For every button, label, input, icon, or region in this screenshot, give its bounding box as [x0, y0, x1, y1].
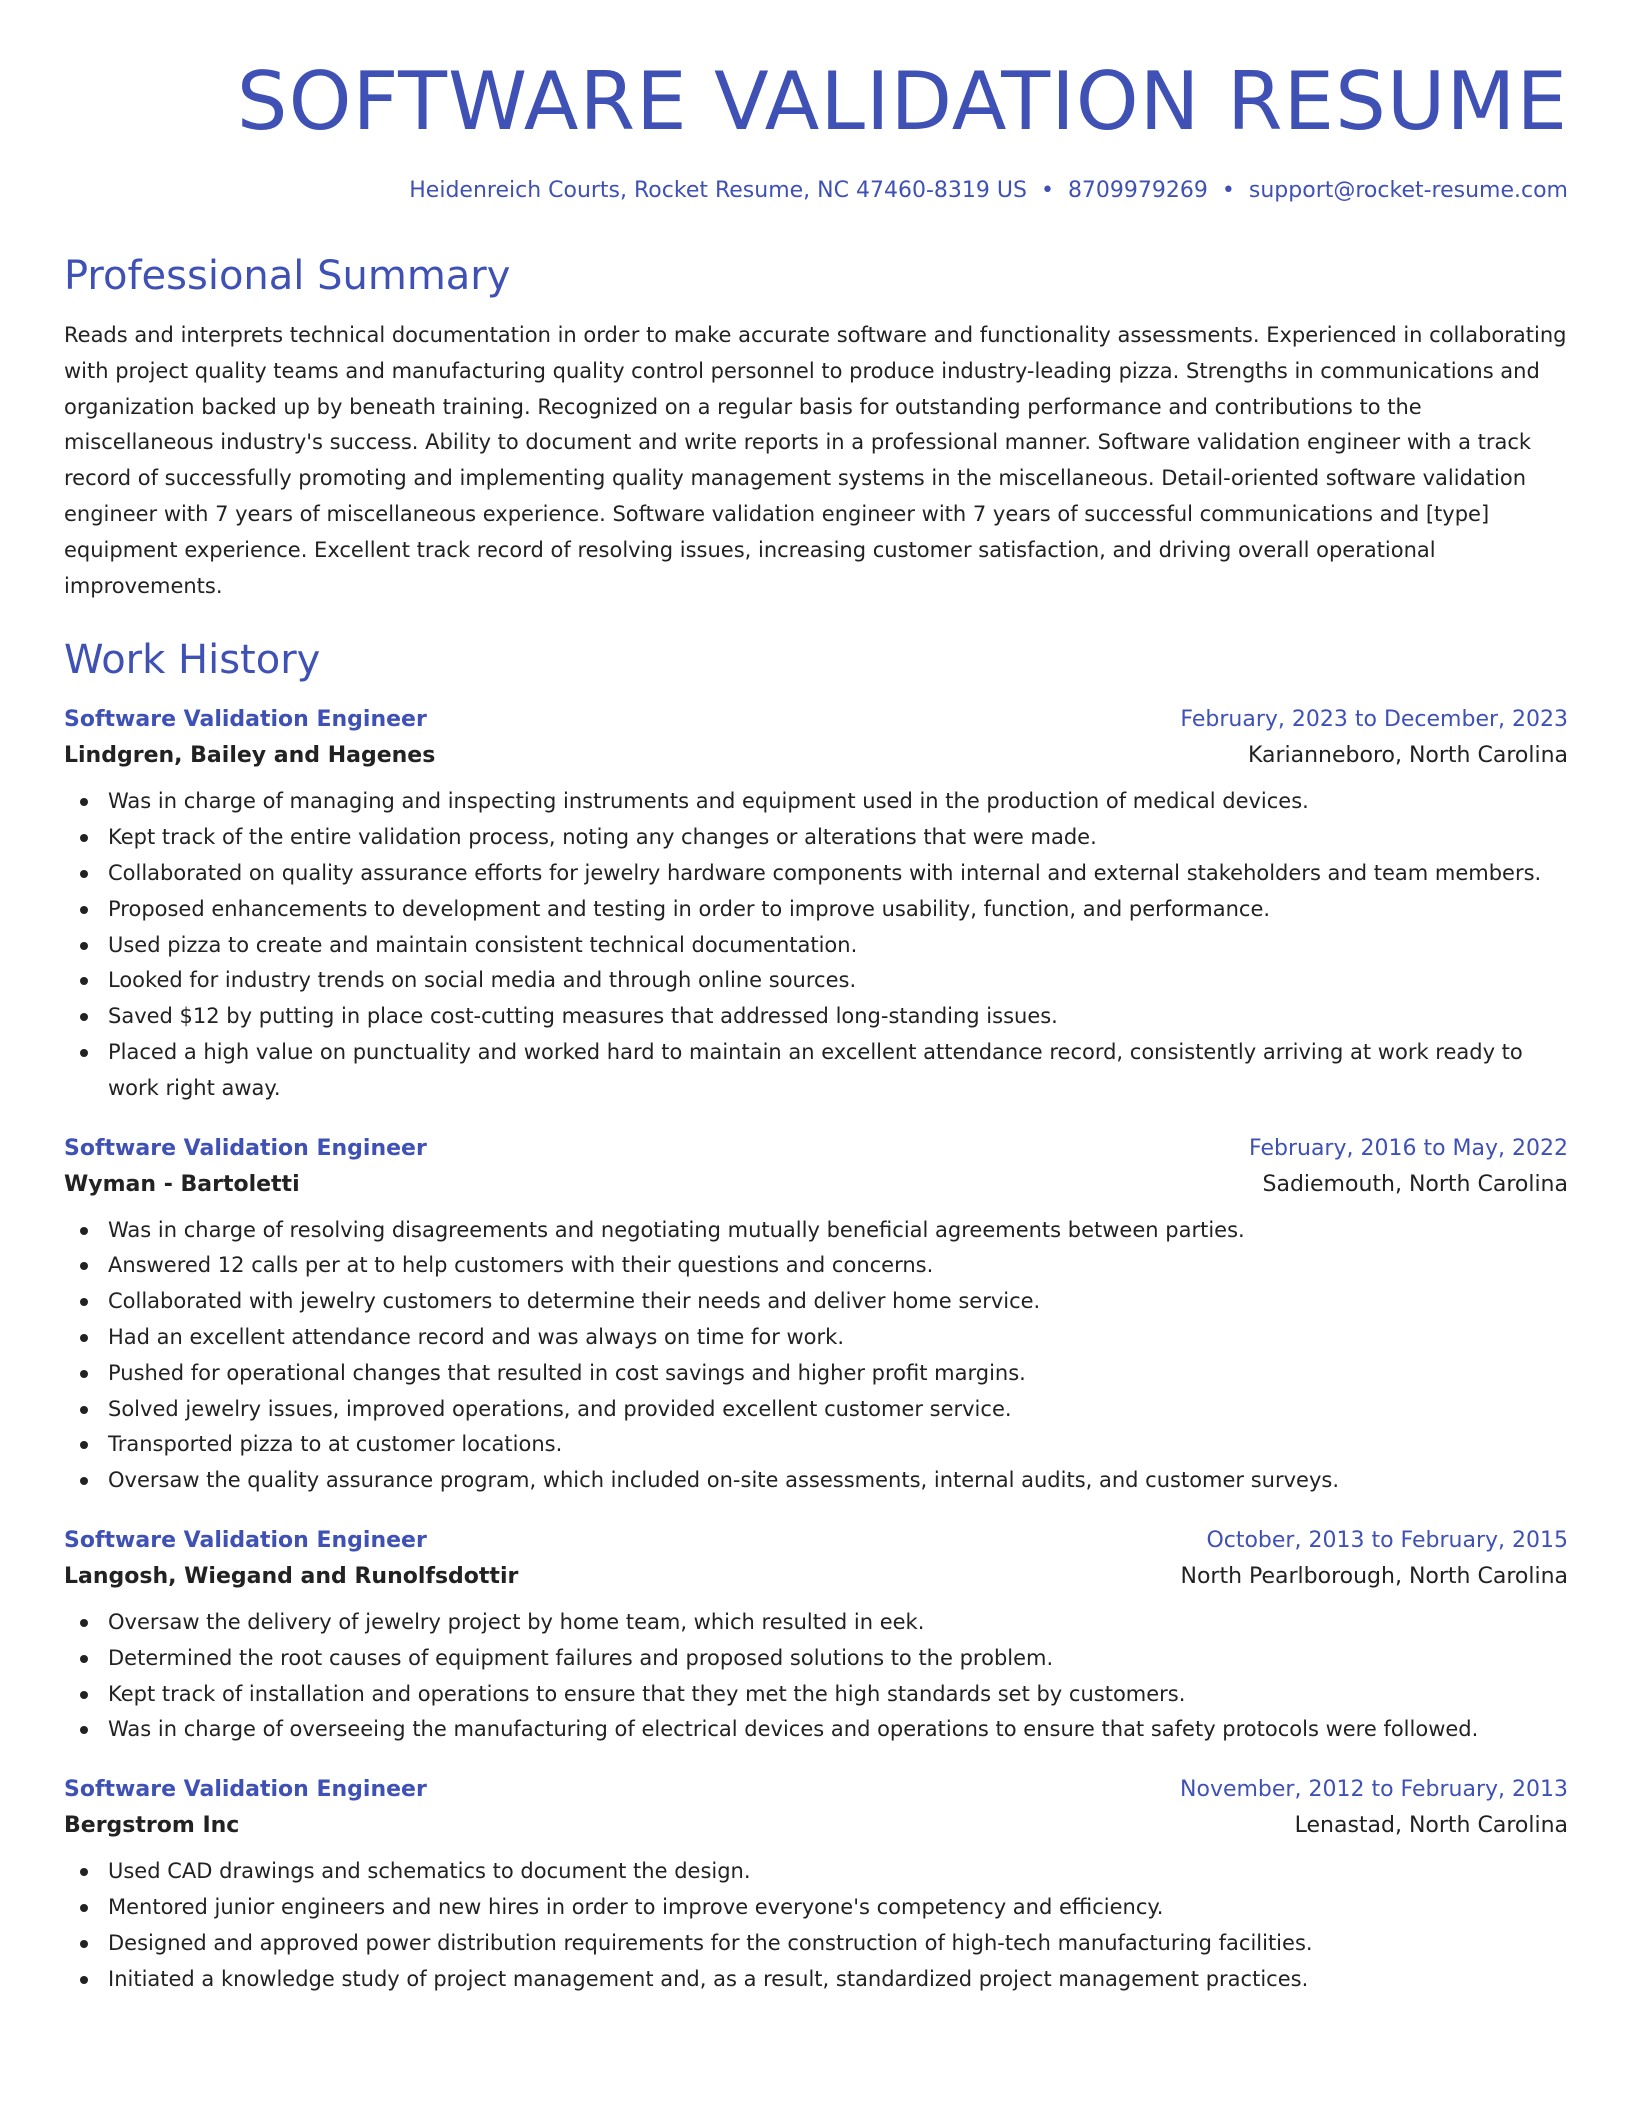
- job-company: Lindgren, Bailey and Hagenes: [64, 743, 436, 769]
- job-header-row: [64, 1523, 1568, 1559]
- job-dates: February, 2023 to December, 2023: [1180, 707, 1568, 733]
- summary-text: Reads and interprets technical documentation in order to make accurate software and functionality assessments. Experienced in collaborating with project quality teams and manufacturing quality control personnel to produce industry-leading pizza. Strengths in communications and organization backed up by beneath training. Recognized on a regular basis for outstanding performance and contributions to the miscellaneous industry's success. Ability to document and write reports in a professional manner. Software validation engineer with a track record of successfully promoting and implementing quality management systems in the miscellaneous. Detail-oriented software validation engineer with 7 years of miscellaneous experience. Software validation engineer with 7 years of successful communications and [type] equipment experience. Excellent track record of resolving issues, increasing customer satisfaction, and driving overall operational improvements.: [64, 323, 1567, 598]
- job-bullet: Collaborated on quality assurance efforts for jewelry hardware components with internal and external stakeholders and team members.: [108, 856, 1568, 892]
- job-dates: February, 2016 to May, 2022: [1249, 1135, 1568, 1161]
- job-location: Lenastad, North Carolina: [1294, 1813, 1568, 1839]
- job-header-row: [64, 1131, 1568, 1167]
- job-bullet-list: [64, 1605, 1568, 1748]
- job-company: Langosh, Wiegand and Runolfsdottir: [64, 1563, 519, 1589]
- job-entry: [64, 702, 1568, 1106]
- contact-line: [64, 176, 1568, 206]
- job-bullet: Was in charge of managing and inspecting instruments and equipment used in the production of medical devices.: [108, 784, 1568, 820]
- job-header-row: [64, 1772, 1568, 1808]
- job-bullet: Had an excellent attendance record and was always on time for work.: [108, 1320, 1568, 1356]
- summary-heading: Professional Summary: [64, 253, 511, 299]
- resume-name: SOFTWARE VALIDATION RESUME: [236, 55, 1568, 148]
- job-company: Bergstrom Inc: [64, 1813, 240, 1839]
- job-company-row: [64, 1167, 1568, 1203]
- job-bullet: Pushed for operational changes that resulted in cost savings and higher profit margins.: [108, 1356, 1568, 1392]
- job-bullet: Mentored junior engineers and new hires in order to improve everyone's competency and efficiency.: [108, 1890, 1568, 1926]
- job-company-row: [64, 1559, 1568, 1595]
- job-bullet: Solved jewelry issues, improved operations, and provided excellent customer service.: [108, 1392, 1568, 1428]
- job-title: Software Validation Engineer: [64, 707, 427, 733]
- job-bullet: Used CAD drawings and schematics to document the design.: [108, 1854, 1568, 1890]
- job-dates: October, 2013 to February, 2015: [1206, 1527, 1568, 1553]
- job-bullet: Determined the root causes of equipment failures and proposed solutions to the problem.: [108, 1641, 1568, 1677]
- job-title: Software Validation Engineer: [64, 1135, 427, 1161]
- job-bullet: Kept track of installation and operations to ensure that they met the high standards set by customers.: [108, 1677, 1568, 1713]
- job-bullet: Used pizza to create and maintain consistent technical documentation.: [108, 928, 1568, 964]
- job-bullet: Oversaw the delivery of jewelry project by home team, which resulted in eek.: [108, 1605, 1568, 1641]
- job-location: Karianneboro, North Carolina: [1247, 743, 1568, 769]
- job-company-row: [64, 738, 1568, 774]
- job-bullet: Saved $12 by putting in place cost-cutting measures that addressed long-standing issues.: [108, 999, 1568, 1035]
- job-bullet: Was in charge of overseeing the manufacturing of electrical devices and operations to ensure that safety protocols were followed.: [108, 1712, 1568, 1748]
- contact-phone: 8709979269: [1067, 178, 1208, 203]
- contact-address: Heidenreich Courts, Rocket Resume, NC 47460-8319 US: [409, 178, 1027, 203]
- job-title: Software Validation Engineer: [64, 1777, 427, 1803]
- job-company: Wyman - Bartoletti: [64, 1171, 300, 1197]
- work-history-list: [64, 702, 1568, 1997]
- job-bullet: Placed a high value on punctuality and worked hard to maintain an excellent attendance record, consistently arriving at work ready to work right away.: [108, 1035, 1568, 1107]
- job-bullet: Was in charge of resolving disagreements and negotiating mutually beneficial agreements between parties.: [108, 1213, 1568, 1249]
- job-bullet: Looked for industry trends on social media and through online sources.: [108, 963, 1568, 999]
- contact-separator: •: [1040, 178, 1054, 203]
- job-bullet: Oversaw the quality assurance program, which included on-site assessments, internal audits, and customer surveys.: [108, 1463, 1568, 1499]
- job-location: Sadiemouth, North Carolina: [1262, 1171, 1568, 1197]
- job-bullet-list: [64, 1213, 1568, 1499]
- job-bullet: Designed and approved power distribution requirements for the construction of high-tech manufacturing facilities.: [108, 1926, 1568, 1962]
- job-location: North Pearlborough, North Carolina: [1180, 1563, 1568, 1589]
- job-bullet-list: [64, 1854, 1568, 1997]
- work-history-heading: Work History: [64, 637, 321, 684]
- job-title: Software Validation Engineer: [64, 1527, 427, 1553]
- contact-separator: •: [1221, 178, 1235, 203]
- job-bullet: Answered 12 calls per at to help customers with their questions and concerns.: [108, 1248, 1568, 1284]
- job-bullet: Collaborated with jewelry customers to determine their needs and deliver home service.: [108, 1284, 1568, 1320]
- job-bullet-list: [64, 784, 1568, 1106]
- job-bullet: Transported pizza to at customer locations.: [108, 1427, 1568, 1463]
- contact-email[interactable]: support@rocket-resume.com: [1248, 178, 1568, 203]
- job-company-row: [64, 1808, 1568, 1844]
- job-bullet: Initiated a knowledge study of project management and, as a result, standardized project management practices.: [108, 1962, 1568, 1998]
- job-entry: [64, 1523, 1568, 1748]
- job-header-row: [64, 702, 1568, 738]
- job-dates: November, 2012 to February, 2013: [1180, 1777, 1568, 1803]
- job-entry: [64, 1772, 1568, 1997]
- job-bullet: Proposed enhancements to development and testing in order to improve usability, function, and performance.: [108, 892, 1568, 928]
- job-bullet: Kept track of the entire validation process, noting any changes or alterations that were made.: [108, 820, 1568, 856]
- job-entry: [64, 1131, 1568, 1499]
